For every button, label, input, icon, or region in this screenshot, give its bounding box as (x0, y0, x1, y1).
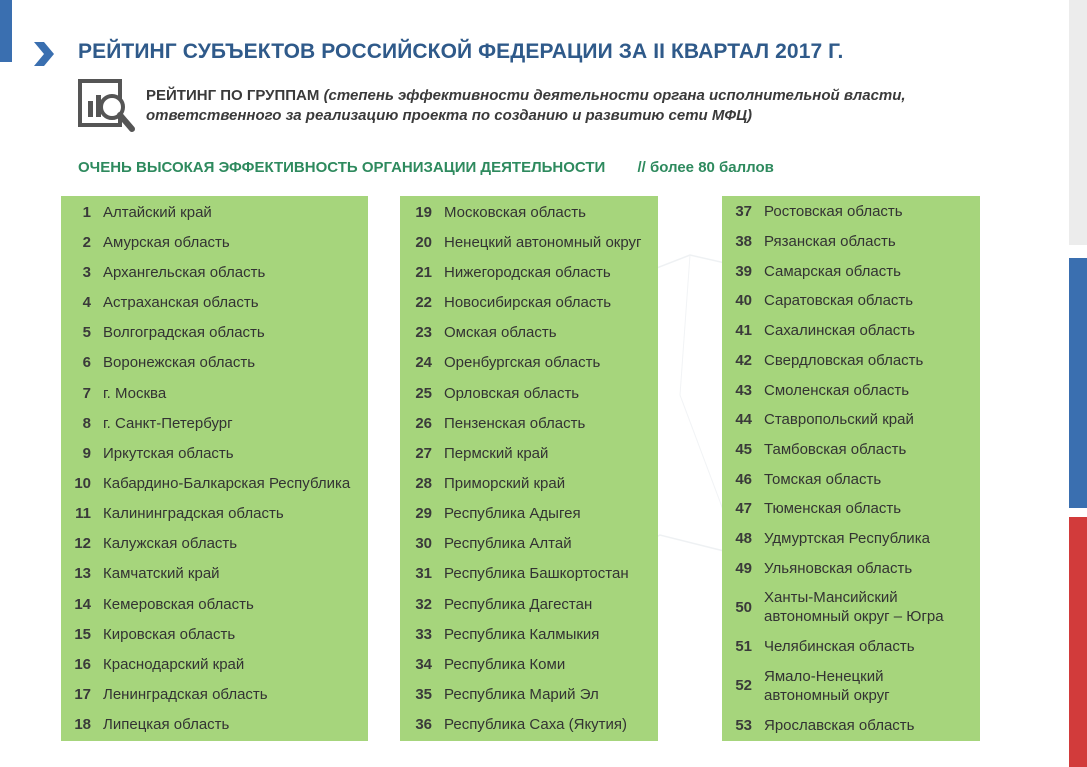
region-row (400, 233, 658, 252)
region-name: Алтайский край (103, 203, 212, 221)
region-row (400, 534, 658, 553)
region-row (722, 291, 980, 310)
region-row (61, 715, 368, 734)
region-row (61, 293, 368, 312)
region-row (722, 499, 980, 518)
region-name: Калужская область (103, 535, 238, 553)
region-rank: 48 (735, 530, 752, 548)
page-title: РЕЙТИНГ СУБЪЕКТОВ РОССИЙСКОЙ ФЕДЕРАЦИИ ЗА II КВАРТАЛ 2017 Г. (78, 40, 844, 63)
region-name: Астраханская область (103, 294, 259, 312)
region-name: Новосибирская область (444, 294, 612, 312)
region-row (400, 353, 658, 372)
region-name: Московская область (444, 203, 586, 221)
region-name: Саратовская область (764, 292, 914, 310)
group-title: ОЧЕНЬ ВЫСОКАЯ ЭФФЕКТИВНОСТЬ ОРГАНИЗАЦИИ ДЕЯТЕЛЬНОСТИ (78, 159, 606, 176)
region-rank: 25 (415, 384, 432, 402)
region-row (400, 384, 658, 403)
region-rank: 51 (735, 638, 752, 656)
region-row (61, 384, 368, 403)
region-name: Кемеровская область (103, 595, 254, 613)
region-name: Нижегородская область (444, 263, 611, 281)
region-name: Республика Марий Эл (444, 686, 599, 704)
left-accent-bar (0, 0, 12, 62)
region-rank: 11 (75, 505, 91, 523)
region-rank: 46 (735, 470, 752, 488)
region-row (722, 667, 980, 705)
region-name: Амурская область (103, 233, 230, 251)
region-rank: 43 (735, 381, 752, 399)
region-row (61, 414, 368, 433)
region-name: Челябинская область (764, 638, 915, 656)
region-rank: 9 (82, 444, 91, 462)
region-row (722, 716, 980, 735)
region-rank: 40 (735, 292, 752, 310)
region-row (61, 444, 368, 463)
region-row (722, 351, 980, 370)
region-row (722, 529, 980, 548)
region-name: Пензенская область (444, 414, 586, 432)
region-rank: 7 (82, 384, 91, 402)
region-rank: 50 (735, 598, 752, 616)
region-row (61, 474, 368, 493)
group-heading (78, 159, 774, 176)
region-name: Камчатский край (103, 565, 220, 583)
region-row (722, 202, 980, 221)
region-rank: 41 (735, 322, 752, 340)
region-name: Краснодарский край (103, 655, 245, 673)
region-rank: 16 (74, 655, 91, 673)
region-row (400, 625, 658, 644)
region-name: Тамбовская область (764, 440, 907, 458)
region-name: Приморский край (444, 474, 566, 492)
region-row (400, 203, 658, 222)
region-name: Волгоградская область (103, 324, 265, 342)
region-rank: 6 (82, 354, 91, 372)
ranking-column-3 (722, 196, 980, 741)
region-row (722, 588, 980, 626)
region-name: Республика Коми (444, 655, 566, 673)
region-row (61, 534, 368, 553)
region-name: Ненецкий автономный округ (444, 233, 642, 251)
region-rank: 1 (82, 203, 91, 221)
region-name: Республика Адыгея (444, 505, 581, 523)
region-row (61, 504, 368, 523)
region-row (400, 323, 658, 342)
region-rank: 24 (415, 354, 432, 372)
region-row (722, 637, 980, 656)
region-rank: 31 (415, 565, 432, 583)
region-rank: 44 (735, 411, 752, 429)
region-row (61, 655, 368, 674)
region-rank: 20 (415, 233, 432, 251)
region-rank: 34 (415, 655, 432, 673)
region-rank: 38 (735, 233, 752, 251)
region-rank: 5 (82, 324, 91, 342)
region-name: Омская область (444, 324, 557, 342)
region-name: Архангельская область (103, 263, 266, 281)
region-name: Орловская область (444, 384, 580, 402)
region-name: Кабардино-Балкарская Республика (103, 474, 351, 492)
region-name: Республика Саха (Якутия) (444, 716, 628, 734)
region-rank: 42 (735, 351, 752, 369)
region-row (61, 323, 368, 342)
region-rank: 37 (735, 203, 752, 221)
region-name: Оренбургская область (444, 354, 601, 372)
region-name: Пермский край (444, 444, 549, 462)
region-row (400, 293, 658, 312)
region-rank: 45 (735, 440, 752, 458)
region-row (722, 232, 980, 251)
region-rank: 8 (82, 414, 91, 432)
region-name: Томская область (764, 470, 882, 488)
region-row (722, 470, 980, 489)
region-name: г. Москва (103, 384, 167, 402)
region-row (61, 203, 368, 222)
region-row (722, 321, 980, 340)
region-name: Липецкая область (103, 716, 230, 734)
region-name: Свердловская область (764, 351, 924, 369)
region-name: Удмуртская Республика (764, 530, 930, 548)
region-name: Воронежская область (103, 354, 256, 372)
region-rank: 47 (735, 500, 752, 518)
region-rank: 39 (735, 262, 752, 280)
region-name: г. Санкт-Петербург (103, 414, 233, 432)
region-rank: 21 (415, 263, 432, 281)
region-name: Ямало-Ненецкий автономный округ (764, 667, 890, 704)
right-decor-blue (1069, 258, 1087, 508)
subtitle-description: (степень эффективности деятельности органа исполнительной власти, ответственного за реализацию проекта по созданию и развитию сети МФЦ) (146, 87, 906, 124)
region-rank: 52 (735, 677, 752, 695)
region-name: Кировская область (103, 625, 236, 643)
region-row (400, 595, 658, 614)
region-row (722, 410, 980, 429)
region-row (400, 685, 658, 704)
rating-subtitle (146, 86, 946, 126)
region-row (400, 444, 658, 463)
region-rank: 18 (74, 716, 91, 734)
region-rank: 15 (74, 625, 91, 643)
region-rank: 28 (415, 474, 432, 492)
region-row (61, 625, 368, 644)
region-name: Республика Калмыкия (444, 625, 600, 643)
subtitle-label: РЕЙТИНГ ПО ГРУППАМ (146, 87, 320, 104)
region-name: Рязанская область (764, 233, 896, 251)
region-name: Ханты-Мансийский автономный округ – Югра (764, 589, 944, 626)
chevron-right-icon (32, 42, 54, 66)
region-rank: 17 (74, 686, 91, 704)
region-rank: 3 (82, 263, 91, 281)
region-name: Ставропольский край (764, 411, 914, 429)
region-row (722, 381, 980, 400)
region-rank: 14 (74, 595, 91, 613)
ranking-column-2 (400, 196, 658, 741)
region-row (400, 263, 658, 282)
region-rank: 36 (415, 716, 432, 734)
region-rank: 19 (415, 203, 432, 221)
region-name: Ростовская область (764, 203, 903, 221)
region-row (400, 655, 658, 674)
region-row (61, 263, 368, 282)
region-row (61, 233, 368, 252)
region-rank: 32 (415, 595, 432, 613)
region-rank: 35 (415, 686, 432, 704)
right-decor-gray (1069, 0, 1087, 245)
region-rank: 22 (415, 294, 432, 312)
region-rank: 10 (74, 474, 91, 492)
region-rank: 49 (735, 559, 752, 577)
region-name: Республика Алтай (444, 535, 572, 553)
region-rank: 53 (735, 716, 752, 734)
region-rank: 23 (415, 324, 432, 342)
region-row (61, 685, 368, 704)
region-row (400, 474, 658, 493)
region-rank: 13 (74, 565, 91, 583)
group-score-note: // более 80 баллов (637, 159, 774, 176)
report-search-icon (78, 79, 136, 133)
region-rank: 33 (415, 625, 432, 643)
region-row (400, 504, 658, 523)
region-row (61, 353, 368, 372)
region-name: Калининградская область (103, 505, 284, 523)
region-name: Республика Башкортостан (444, 565, 629, 583)
region-rank: 26 (415, 414, 432, 432)
region-rank: 2 (82, 233, 91, 251)
ranking-column-1 (61, 196, 368, 741)
region-rank: 12 (74, 535, 91, 553)
region-row (722, 262, 980, 281)
region-row (400, 715, 658, 734)
region-name: Ульяновская область (764, 559, 913, 577)
region-name: Ярославская область (764, 716, 915, 734)
region-name: Сахалинская область (764, 322, 915, 340)
region-rank: 4 (82, 294, 91, 312)
region-name: Смоленская область (764, 381, 910, 399)
region-row (722, 559, 980, 578)
region-rank: 30 (415, 535, 432, 553)
region-rank: 29 (415, 505, 432, 523)
region-rank: 27 (415, 444, 432, 462)
region-name: Ленинградская область (103, 686, 268, 704)
region-name: Тюменская область (764, 500, 902, 518)
region-name: Иркутская область (103, 444, 234, 462)
region-row (400, 414, 658, 433)
region-name: Самарская область (764, 262, 901, 280)
region-row (61, 595, 368, 614)
region-row (400, 564, 658, 583)
region-row (722, 440, 980, 459)
region-row (61, 564, 368, 583)
right-decor-red (1069, 517, 1087, 767)
region-name: Республика Дагестан (444, 595, 593, 613)
